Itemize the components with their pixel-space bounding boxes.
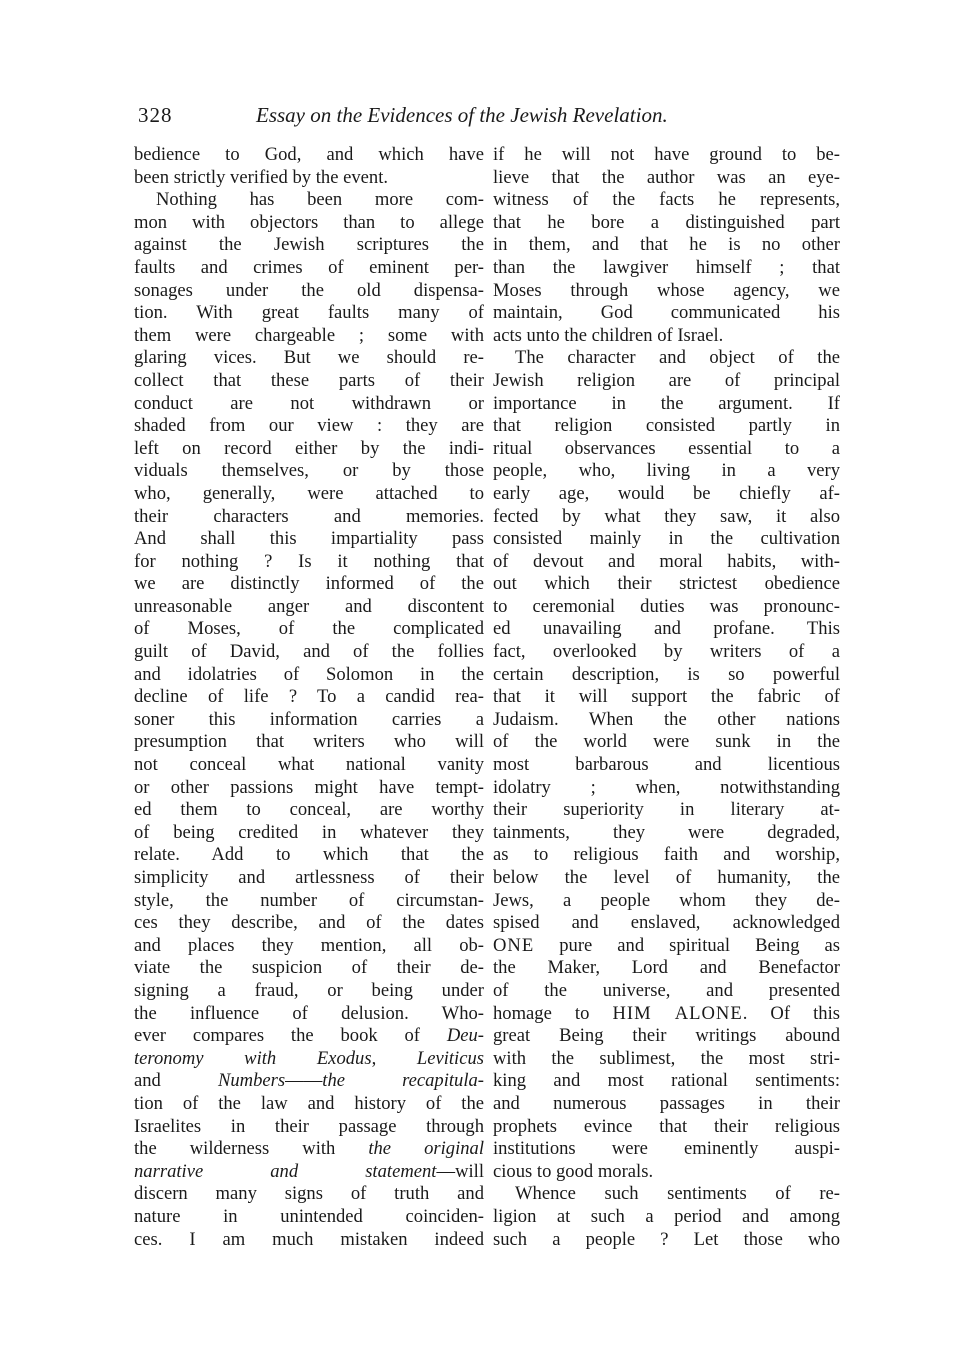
separator: —— — [285, 1070, 323, 1092]
italic-fragment: Exodus — [316, 1047, 372, 1069]
text-line: and numerous passages in their — [493, 1092, 840, 1114]
text-line: Nothing has been more com- — [156, 189, 484, 211]
small-caps-fragment: ONE — [493, 934, 535, 956]
text-line: sonages under the old dispensa- — [134, 279, 484, 301]
text-line: unreasonable anger and discontent — [134, 595, 484, 617]
text-line: who, generally, were attached to — [134, 482, 484, 504]
line-fragment: ever compares the book of — [134, 1025, 447, 1047]
text-line: the Maker, Lord and Benefactor — [493, 957, 840, 979]
text-line: institutions were eminently auspi- — [493, 1138, 840, 1160]
text-line: not conceal what national vanity — [134, 754, 484, 776]
text-line: out which their strictest obedience — [493, 573, 840, 595]
text-line: for nothing ? Is it nothing that — [134, 550, 484, 572]
text-line: tion of the law and history of the — [134, 1092, 484, 1114]
page-header — [138, 100, 838, 130]
text-line: ritual observances essential to a — [493, 437, 840, 459]
text-line: against the Jewish scriptures the — [134, 234, 484, 256]
text-line: shaded from our view : they are — [134, 415, 484, 437]
text-line: Israelites in their passage through — [134, 1115, 484, 1137]
text-line: of the universe, and presented — [493, 979, 840, 1001]
running-title: Essay on the Evidences of the Jewish Revelation. — [256, 103, 668, 127]
italic-fragment: Numbers — [217, 1070, 286, 1092]
text-line: of devout and moral habits, with- — [493, 550, 840, 572]
text-line: viate the suspicion of their de- — [134, 957, 484, 979]
text-line: great Being their writings abound — [493, 1025, 840, 1047]
text-line: been strictly verified by the event. — [134, 166, 389, 188]
line-fragment: and — [134, 1070, 218, 1092]
text-line: importance in the argument. If — [493, 392, 840, 414]
text-line: or other passions might have tempt- — [134, 776, 484, 798]
text-line: left on record either by the indi- — [134, 437, 484, 459]
text-line: in them, and that he is no other — [493, 234, 840, 256]
line-fragment: . Of this — [742, 1002, 840, 1024]
text-line — [134, 1161, 484, 1184]
text-line: with the sublimest, the most stri- — [493, 1047, 840, 1069]
line-fragment: teronomy with — [134, 1047, 317, 1069]
text-line — [493, 1003, 840, 1026]
text-line: people, who, living in a very — [493, 460, 840, 482]
small-caps-fragment: ALONE — [674, 1002, 743, 1024]
text-line: ces. I am much mistaken indeed — [134, 1228, 484, 1250]
line-fragment: narrative and statement — [134, 1160, 437, 1182]
line-fragment: pure and spiritual Being as — [534, 934, 840, 956]
text-line: as to religious faith and worship, — [493, 844, 840, 866]
text-line: ed unavailing and profane. This — [493, 618, 840, 640]
text-line — [493, 935, 840, 958]
italic-fragment: Leviticus — [416, 1047, 484, 1069]
line-fragment: the wilderness with — [134, 1138, 369, 1160]
text-line: style, the number of circumstan- — [134, 889, 484, 911]
text-line: of the world were sunk in the — [493, 731, 840, 753]
text-line: acts unto the children of Israel. — [493, 324, 724, 346]
text-line: relate. Add to which that the — [134, 844, 484, 866]
text-line: that he bore a distinguished part — [493, 211, 840, 233]
text-line: their superiority in literary at- — [493, 799, 840, 821]
text-line: than the lawgiver himself ; that — [493, 256, 840, 278]
text-line: such a people ? Let those who — [493, 1228, 840, 1250]
text-line: soner this information carries a — [134, 708, 484, 730]
text-line: maintain, God communicated his — [493, 302, 840, 324]
text-line: The character and object of the — [515, 347, 840, 369]
text-line — [134, 1138, 484, 1161]
text-line: simplicity and artlessness of their — [134, 867, 484, 888]
text-line: king and most rational sentiments: — [493, 1070, 840, 1092]
text-line: Moses through whose agency, we — [493, 279, 840, 301]
line-fragment: will — [455, 1160, 484, 1182]
text-line: that it will support the fabric of — [493, 686, 840, 708]
text-line: and idolatries of Solomon in the — [134, 663, 484, 685]
text-line: Jewish religion are of principal — [493, 369, 840, 391]
text-line: mon with objectors than to allege — [134, 211, 484, 233]
text-line: glaring vices. But we should re- — [134, 347, 484, 369]
left-column — [134, 144, 484, 1264]
text-line: Judaism. When the other nations — [493, 708, 840, 730]
text-line: to ceremonial duties was pronounc- — [493, 595, 840, 617]
text-line: early age, would be chiefly af- — [493, 482, 840, 504]
text-line: guilt of David, and of the follies — [134, 641, 484, 663]
text-line: ces they describe, and of the dates — [134, 912, 484, 934]
text-line: of Moses, of the complicated — [134, 618, 484, 640]
text-line: viduals themselves, or by those — [134, 460, 484, 482]
text-line: and places they mention, all ob- — [134, 934, 484, 956]
text-line: bedience to God, and which have — [134, 144, 484, 165]
text-line: decline of life ? To a candid rea- — [134, 686, 484, 708]
text-line: certain description, is so powerful — [493, 663, 840, 685]
italic-fragment: Deu- — [446, 1025, 484, 1047]
text-line: their characters and memories. — [134, 505, 484, 527]
text-line: idolatry ; when, notwithstanding — [493, 776, 840, 798]
text-line: nature in unintended coinciden- — [134, 1205, 484, 1227]
text-line — [134, 1048, 484, 1071]
italic-fragment: the original — [368, 1138, 484, 1160]
line-fragment: homage to — [493, 1002, 613, 1024]
text-line: fected by what they saw, it also — [493, 505, 840, 527]
text-line: cious to good morals. — [493, 1160, 654, 1182]
text-line: signing a fraud, or being under — [134, 979, 484, 1001]
text-line: lieve that the author was an eye- — [493, 166, 840, 188]
text-line: And shall this impartiality pass — [134, 528, 484, 550]
text-line: most barbarous and licentious — [493, 754, 840, 776]
text-line: tainments, they were degraded, — [493, 821, 840, 843]
small-caps-fragment: HIM — [612, 1002, 652, 1024]
text-line: that religion consisted partly in — [493, 415, 840, 437]
text-line: we are distinctly informed of the — [134, 573, 484, 595]
text-line: Whence such sentiments of re- — [515, 1183, 840, 1205]
page-number: 328 — [138, 103, 173, 127]
text-line: witness of the facts he represents, — [493, 189, 840, 211]
text-line: spised and enslaved, acknowledged — [493, 912, 840, 934]
right-column — [493, 144, 840, 1264]
separator: , — [371, 1047, 417, 1069]
italic-fragment: the recapitula- — [322, 1070, 484, 1092]
text-line: discern many signs of truth and — [134, 1183, 484, 1205]
text-line: conduct are not withdrawn or — [134, 392, 484, 414]
text-line: the influence of delusion. Who- — [134, 1002, 484, 1024]
text-line: presumption that writers who will — [134, 731, 484, 753]
text-line: faults and crimes of eminent per- — [134, 256, 484, 278]
text-line: below the level of humanity, the — [493, 867, 840, 888]
text-line: them were chargeable ; some with — [134, 324, 484, 346]
separator — [652, 1003, 675, 1024]
text-line — [134, 1070, 484, 1093]
text-line: tion. With great faults many of — [134, 302, 484, 324]
text-line: ed them to conceal, are worthy — [134, 799, 484, 821]
text-line: collect that these parts of their — [134, 369, 484, 391]
text-line: ligion at such a period and among — [493, 1205, 840, 1227]
text-line: if he will not have ground to be- — [493, 144, 840, 165]
text-line: consisted mainly in the cultivation — [493, 528, 840, 550]
text-line — [134, 1025, 484, 1048]
text-line: of being credited in whatever they — [134, 821, 484, 843]
separator: — — [436, 1160, 456, 1182]
text-line: Jews, a people whom they de- — [493, 889, 840, 911]
text-line: fact, overlooked by writers of a — [493, 641, 840, 663]
text-line: prophets evince that their religious — [493, 1115, 840, 1137]
